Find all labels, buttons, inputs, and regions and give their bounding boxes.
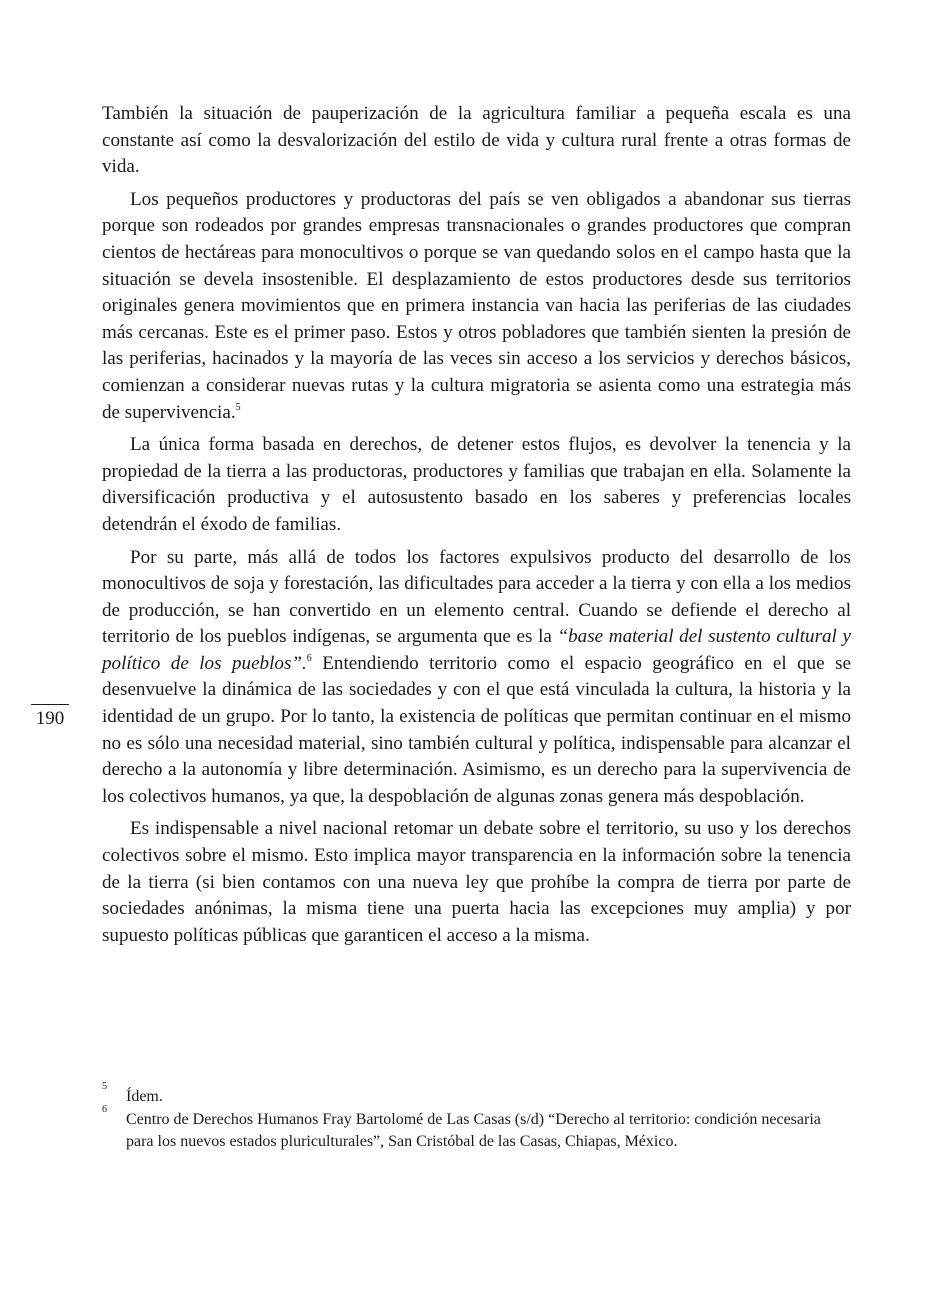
footnote-6-text: Centro de Derechos Humanos Fray Bartolomé de Las Casas (s/d) “Derecho al territorio: condición necesaria para los nuevos estados pluriculturales”, San Cristóbal de las Casas, Chiapas, México. (126, 1110, 821, 1150)
paragraph-1: También la situación de pauperización de la agricultura familiar a pequeña escala es una constante así como la desvalorización del estilo de vida y cultura rural frente a otras formas de vida. (102, 103, 851, 178)
paragraph-4-text-a: Por su parte, más allá de todos los factores expulsivos producto del desarrollo de los monocultivos de soja y forestación, las dificultades para acceder a la tierra y con ella a los medios de producción, se han convertido en un elemento central. Cuando se defiende el derecho al territorio de los pueblos indígenas, se argumenta que es la (102, 546, 851, 648)
footnote-5-text: Ídem. (126, 1088, 163, 1105)
paragraph-4-quote: “base material del sustento cultural y político de los pueblos”. (102, 626, 851, 674)
footnote-5 (102, 1081, 851, 1109)
footnote-6-number: 6 (102, 1103, 107, 1115)
footnote-6 (102, 1103, 851, 1154)
paragraph-4 (102, 545, 851, 811)
paragraph-2-text: Los pequeños productores y productoras del país se ven obligados a abandonar sus tierras porque son rodeados por grandes empresas transnacionales o grandes productores que compran cientos de hectáreas para monocultivos o porque se van quedando solos en el campo hasta que la situación se devela insostenible. El desplazamiento de estos productores desde sus territorios originales genera movimientos que en primera instancia van hacia las periferias de las ciudades más cercanas. Este es el primer paso. Estos y otros pobladores que también sienten la presión de las periferias, hacinados y la mayoría de las veces sin acceso a los servicios y derechos básicos, comienzan a considerar nuevas rutas y la cultura migratoria se asienta como una estrategia más de supervivencia. (102, 188, 851, 423)
footnote-5-number: 5 (102, 1081, 107, 1092)
paragraph-3: La única forma basada en derechos, de detener estos flujos, es devolver la tenencia y la propiedad de la tierra a las productoras, productores y familias que trabajan en ella. Solamente la diversificación productiva y el autosustento basado en los saberes y preferencias locales detendrán el éxodo de familias. (102, 434, 851, 535)
footnote-ref-6[interactable]: 6 (306, 652, 312, 664)
footnotes (102, 1081, 851, 1154)
body-text (102, 101, 851, 955)
page-number-rule (31, 704, 69, 705)
page-number-text: 190 (35, 708, 65, 729)
footnote-ref-5[interactable]: 5 (235, 401, 241, 413)
paragraph-4-text-b: Entendiendo territorio como el espacio geográfico en el que se desenvuelve la dinámica de las sociedades y con el que está vinculada la cultura, la historia y la identidad de un grupo. Por lo tanto, la existencia de políticas que permitan continuar en el mismo no es sólo una necesidad material, sino también cultural y política, indispensable para alcanzar el derecho a la autonomía y libre determinación. Asimismo, es un derecho para la supervivencia de los colectivos humanos, ya que, la despoblación de algunas zonas genera más despoblación. (102, 652, 851, 807)
paragraph-5: Es indispensable a nivel nacional retomar un debate sobre el territorio, su uso y los derechos colectivos sobre el mismo. Esto implica mayor transparencia en la información sobre la tenencia de la tierra (si bien contamos con una nueva ley que prohíbe la compra de tierra por parte de sociedades anónimas, la misma tiene una puerta hacia las excepciones muy amplia) y por supuesto políticas públicas que garanticen el acceso a la misma. (102, 818, 851, 946)
paragraph-2 (102, 187, 851, 426)
page-number (31, 704, 69, 728)
